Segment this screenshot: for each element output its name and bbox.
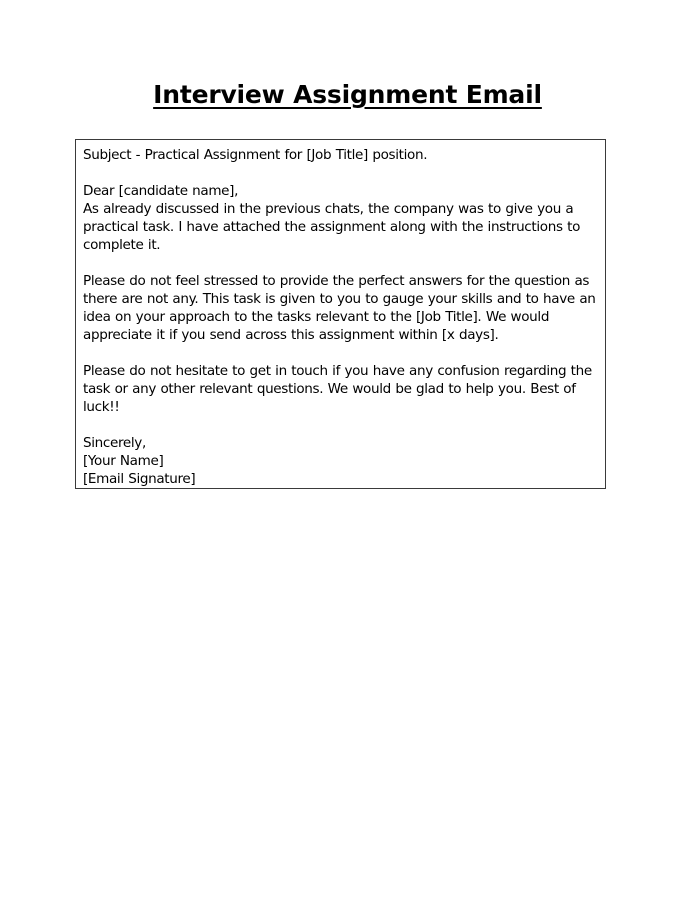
paragraph-line: task or any other relevant questions. We would be glad to help you. Best of: [83, 381, 576, 397]
sender-name: [Your Name]: [83, 453, 164, 469]
paragraph-line: As already discussed in the previous chats, the company was to give you a: [83, 201, 574, 217]
email-paragraph-2: [83, 272, 599, 344]
email-signature: [Email Signature]: [83, 471, 196, 487]
email-closing: Sincerely,: [83, 435, 146, 451]
paragraph-line: idea on your approach to the tasks relevant to the [Job Title]. We would: [83, 309, 550, 325]
email-subject: Subject - Practical Assignment for [Job Title] position.: [83, 147, 428, 163]
paragraph-line: Please do not hesitate to get in touch if you have any confusion regarding the: [83, 363, 592, 379]
spacer: [83, 164, 599, 182]
spacer: [83, 344, 599, 362]
spacer: [83, 254, 599, 272]
paragraph-line: luck!!: [83, 399, 120, 415]
paragraph-line: there are not any. This task is given to you to gauge your skills and to have an: [83, 291, 596, 307]
email-paragraph-3: [83, 362, 599, 416]
paragraph-line: appreciate it if you send across this assignment within [x days].: [83, 327, 499, 343]
document-title: Interview Assignment Email: [153, 80, 542, 109]
spacer: [83, 416, 599, 434]
email-paragraph-1: [83, 200, 599, 254]
email-template-box: [75, 139, 606, 489]
paragraph-line: Please do not feel stressed to provide the perfect answers for the question as: [83, 273, 590, 289]
paragraph-line: practical task. I have attached the assignment along with the instructions to: [83, 219, 581, 235]
paragraph-line: complete it.: [83, 237, 161, 253]
email-greeting: Dear [candidate name],: [83, 183, 239, 199]
